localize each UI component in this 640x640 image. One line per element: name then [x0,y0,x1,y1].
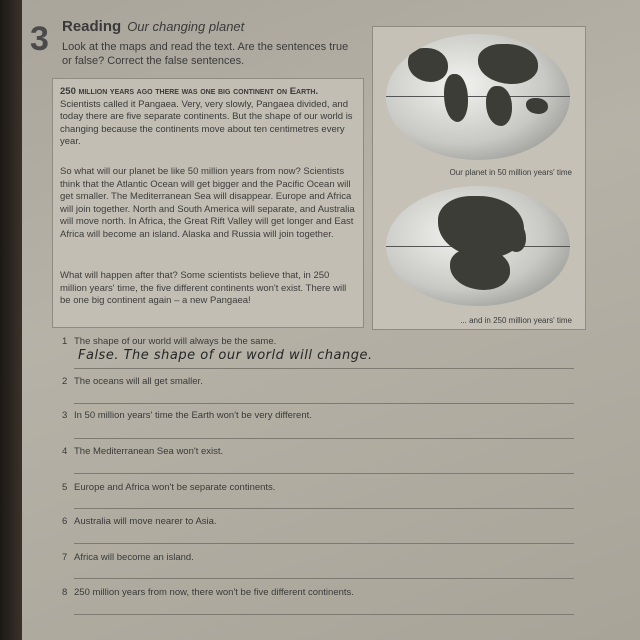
answer-line [74,543,574,544]
handwritten-answer: False. The shape of our world will change. [78,348,373,363]
exercise-number: 3 [30,20,49,58]
reading-paragraph-1 [60,86,358,149]
question-4: 4 The Mediterranean Sea won't exist. [62,446,224,457]
answer-line [74,473,574,474]
land-mass [486,86,512,126]
question-5: 5 Europe and Africa won't be separate continents. [62,482,276,493]
lead-caps: 250 million years ago there was one big continent on Earth. [60,86,319,97]
lead-rest: Scientists called it Pangaea. Very, very slowly, Pangaea divided, and today there are five separate continents. But the shape of our world is changing because the continents move about ten centimetres every year. [60,98,353,147]
answer-line [74,508,574,509]
question-6: 6 Australia will move nearer to Asia. [62,516,217,527]
land-mass [526,98,548,114]
equator-line [386,96,570,97]
question-7: 7 Africa will become an island. [62,552,194,563]
land-mass [504,222,526,252]
land-mass [444,74,468,122]
exercise-title [62,18,244,35]
map-caption-250m: ... and in 250 million years' time [460,316,572,325]
question-1: 1 The shape of our world will always be the same. [62,336,277,347]
exercise-subtitle: Our changing planet [127,19,245,34]
exercise-instruction: Look at the maps and read the text. Are the sentences true or false? Correct the false sentences. [62,41,349,67]
answer-line [74,368,574,369]
book-spine [0,0,22,640]
map-caption-50m: Our planet in 50 million years' time [449,168,572,177]
land-mass [408,48,448,82]
exercise-heading: Reading [62,18,122,35]
globe-map-50m [386,34,570,160]
reading-paragraph-2: So what will our planet be like 50 million years from now? Scientists think that the Atlantic Ocean will get bigger and the Pacific Ocean will get smaller. The Mediterranean Sea will disappear. Europe and Africa will join together. North and South America will separate, and Australia will move north. In Africa, the Great Rift Valley will get longer and East Africa will become an island. Alaska and Russia will join together. [60,166,355,240]
answer-line [74,438,574,439]
answer-line [74,578,574,579]
answer-line [74,403,574,404]
land-mass [478,44,538,84]
reading-paragraph-3: What will happen after that? Some scientists believe that, in 250 million years' time, the five different continents won't exist. There will be one big continent again – a new Pangaea! [60,270,347,306]
answer-line [74,614,574,615]
question-3: 3 In 50 million years' time the Earth won't be very different. [62,410,312,421]
question-8: 8 250 million years from now, there won't be five different continents. [62,587,354,598]
land-mass [450,248,510,290]
globe-map-250m [386,186,570,306]
question-2: 2 The oceans will all get smaller. [62,376,203,387]
